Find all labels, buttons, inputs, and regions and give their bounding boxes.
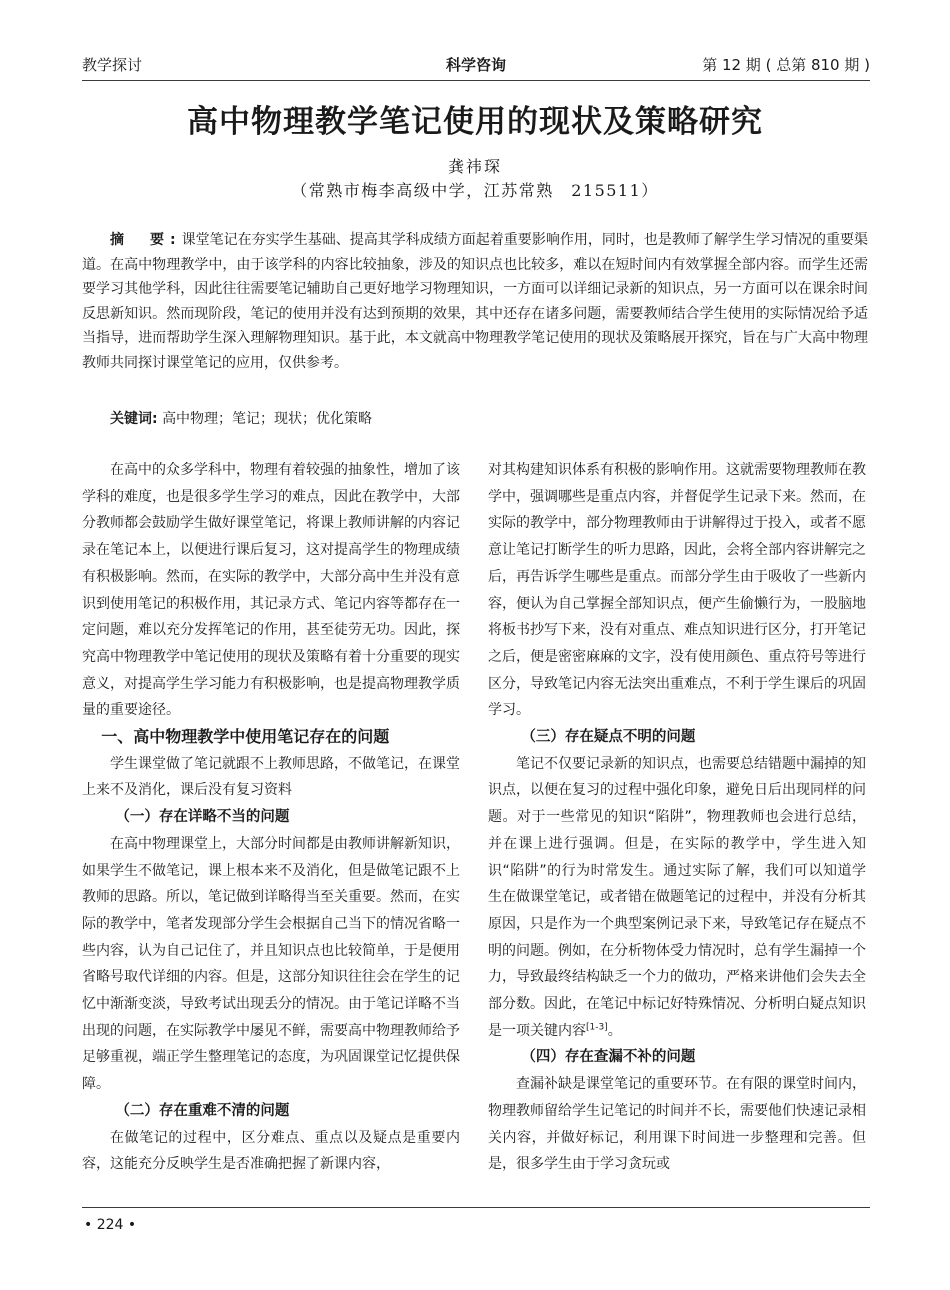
body-column-right	[488, 457, 866, 1178]
keywords-label: 关键词:	[110, 411, 158, 427]
body-column-left	[82, 457, 460, 1178]
section-1-heading: 一、高中物理教学中使用笔记存在的问题	[101, 727, 390, 747]
keywords-text: 高中物理；笔记；现状；优化策略	[162, 411, 373, 427]
subsection-3-text	[488, 751, 866, 1045]
footer-divider	[82, 1207, 870, 1208]
subsection-2-text-cont: 对其构建知识体系有积极的影响作用。这就需要物理教师在教学中，强调哪些是重点内容，并督促学生记录下来。然而，在实际的教学中，部分物理教师由于讲解得过于投入，或者不愿意让笔记打断学生的听力思路，因此，会将全部内容讲解完之后，再告诉学生哪些是重点。而部分学生由于吸收了一些新内容，便认为自己掌握全部知识点，便产生偷懒行为，一股脑地将板书抄写下来，没有对重点、难点知识进行区分，打开笔记之后，便是密密麻麻的文字，没有使用颜色、重点符号等进行区分，导致笔记内容无法突出重难点，不利于学生课后的巩固学习。	[488, 462, 866, 719]
abstract	[82, 228, 868, 375]
subsection-1-heading: （一）存在详略不当的问题	[115, 809, 290, 826]
abstract-text: 课堂笔记在夯实学生基础、提高其学科成绩方面起着重要影响作用，同时，也是教师了解学生学习情况的重要渠道。在高中物理教学中，由于该学科的内容比较抽象，涉及的知识点也比较多，难以在短时间内有效掌握全部内容。而学生还需要学习其他学科，因此往往需要笔记辅助自己更好地学习物理知识，一方面可以详细记录新的知识点，另一方面可以在课余时间反思新知识。然而现阶段，笔记的使用并没有达到预期的效果，其中还存在诸多问题，需要教师结合学生使用的实际情况给予适当指导，进而帮助学生深入理解物理知识。基于此，本文就高中物理教学笔记使用的现状及策略展开探究，旨在与广大高中物理教师共同探讨课堂笔记的应用，仅供参考。	[82, 232, 868, 371]
keywords	[82, 407, 868, 431]
subsection-2-heading: （二）存在重难不清的问题	[115, 1102, 290, 1119]
article-title: 高中物理教学笔记使用的现状及策略研究	[187, 104, 763, 140]
page-number: • 224 •	[84, 1217, 137, 1233]
subsection-4-text: 查漏补缺是课堂笔记的重要环节。在有限的课堂时间内，物理教师留给学生记笔记的时间并不长，需要他们快速记录相关内容，并做好标记，利用课下时间进一步整理和完善。但是，很多学生由于学习贪玩或	[488, 1076, 866, 1173]
header-section: 教学探讨	[82, 56, 143, 74]
subsection-1-text: 在高中物理课堂上，大部分时间都是由教师讲解新知识，如果学生不做笔记，课上根本来不及消化，但是做笔记跟不上教师的思路。所以，笔记做到详略得当至关重要。然而，在实际的教学中，笔者发现部分学生会根据自己当下的情况省略一些内容，认为自己记住了，并且知识点也比较简单，于是便用省略号取代详细的内容。但是，这部分知识往往会在学生的记忆中渐渐变淡，导致考试出现丢分的情况。由于笔记详略不当出现的问题，在实际教学中屡见不鲜，需要高中物理教师给予足够重视，端正学生整理笔记的态度，为巩固课堂记忆提供保障。	[82, 835, 460, 1093]
article-author: 龚祎琛	[447, 157, 502, 176]
section-1-intro: 学生课堂做了笔记就跟不上教师思路，不做笔记，在课堂上来不及消化，课后没有复习资料	[82, 755, 460, 799]
subsection-2-text-start: 在做笔记的过程中，区分难点、重点以及疑点是重要内容，这能充分反映学生是否准确把握了新课内容，	[82, 1129, 460, 1173]
header-issue: 第 12 期 ( 总第 810 期 )	[702, 56, 870, 74]
header-journal: 科学咨询	[445, 56, 506, 74]
subsection-3-end: 。	[607, 1022, 622, 1039]
abstract-label: 摘 要:	[110, 232, 182, 248]
subsection-4-heading: （四）存在查漏不补的问题	[521, 1049, 696, 1066]
running-header	[82, 52, 870, 81]
subsection-3-body: 笔记不仅要记录新的知识点，也需要总结错题中漏掉的知识点，以便在复习的过程中强化印象，避免日后出现同样的问题。对于一些常见的知识“陷阱”，物理教师也会进行总结，并在课上进行强调。但是，在实际的教学中，学生进入知识“陷阱”的行为时常发生。通过实际了解，我们可以知道学生在做课堂笔记，或者错在做题笔记的过程中，并没有分析其原因，只是作为一个典型案例记录下来，导致笔记存在疑点不明的问题。例如，在分析物体受力情况时，总有学生漏掉一个力，导致最终结构缺乏一个力的做功，严格来讲他们会失去全部分数。因此，在笔记中标记好特殊情况、分析明白疑点知识是一项关键内容	[488, 755, 866, 1039]
subsection-3-heading: （三）存在疑点不明的问题	[521, 729, 696, 746]
article-affiliation: （常熟市梅李高级中学，江苏常熟 215511）	[291, 181, 659, 200]
intro-paragraph: 在高中的众多学科中，物理有着较强的抽象性，增加了该学科的难度，也是很多学生学习的难点，因此在教学中，大部分教师都会鼓励学生做好课堂笔记，将课上教师讲解的内容记录在笔记本上，以便进行课后复习，这对提高学生的物理成绩有积极影响。然而，在实际的教学中，大部分高中生并没有意识到使用笔记的积极作用，其记录方式、笔记内容等都存在一定问题，难以充分发挥笔记的作用，甚至徒劳无功。因此，探究高中物理教学中笔记使用的现状及策略有着十分重要的现实意义，对提高学生学习能力有积极影响，也是提高物理教学质量的重要途径。	[82, 462, 460, 719]
citation: [1-3]	[586, 1022, 608, 1033]
